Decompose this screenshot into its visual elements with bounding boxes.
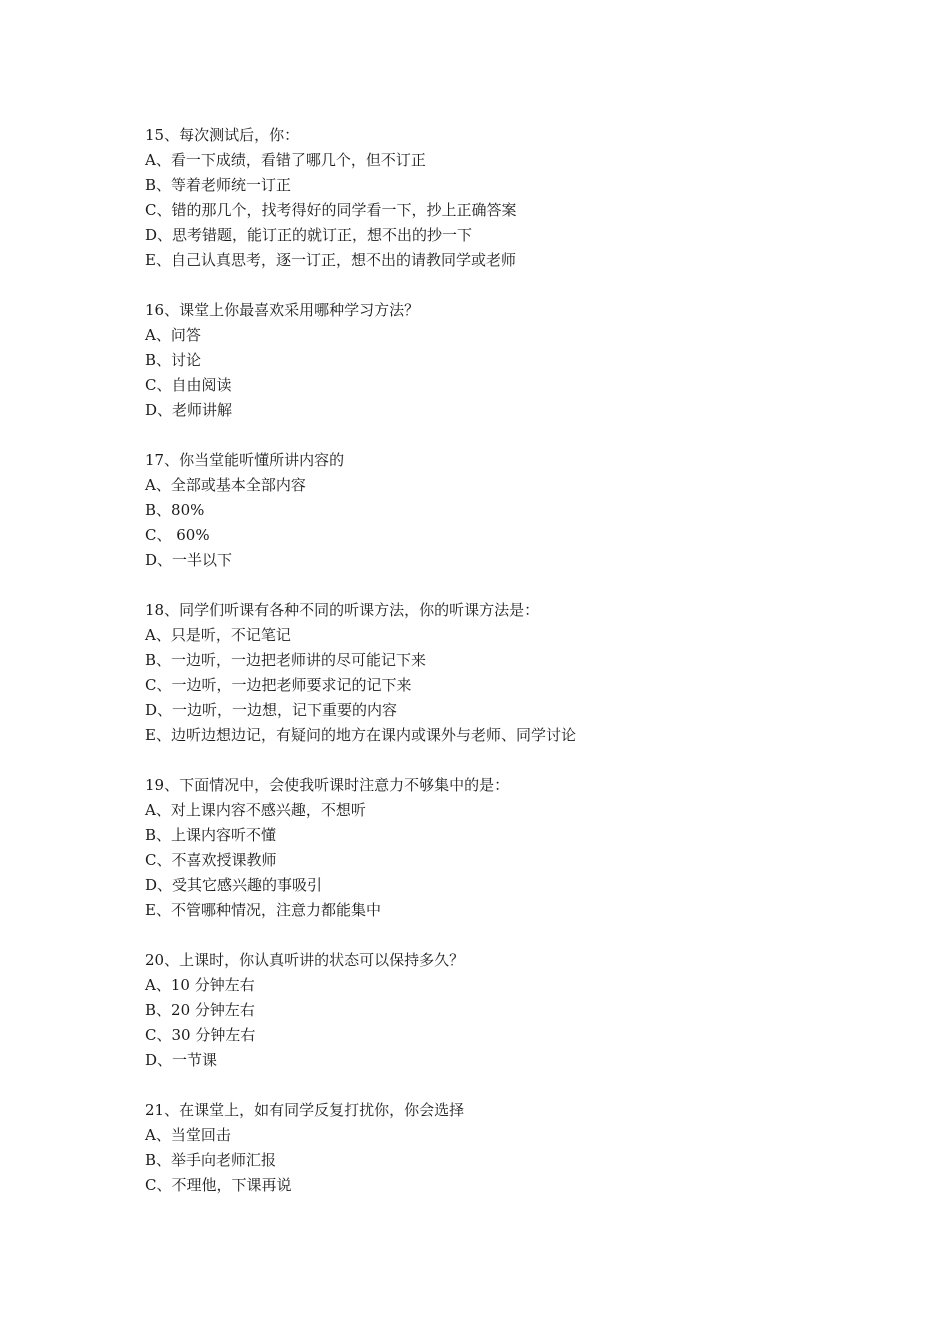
option-b: B、讨论 [145,351,202,369]
option-d: D、思考错题，能订正的就订正，想不出的抄一下 [145,226,473,244]
option-e: E、边听边想边记，有疑问的地方在课内或课外与老师、同学讨论 [145,726,576,744]
option-d: D、老师讲解 [145,401,233,419]
option-e: E、自己认真思考，逐一订正，想不出的请教同学或老师 [145,251,516,269]
question-15 [145,123,905,273]
option-a: A、看一下成绩，看错了哪几个，但不订正 [145,151,426,169]
option-c: C、自由阅读 [145,376,232,394]
question-17 [145,448,905,573]
option-c: C、不理他，下课再说 [145,1176,292,1194]
option-e: E、不管哪种情况，注意力都能集中 [145,901,381,919]
question-20 [145,948,905,1073]
question-18 [145,598,905,748]
option-d: D、一节课 [145,1051,218,1069]
option-b: B、上课内容听不懂 [145,826,277,844]
option-b: B、一边听，一边把老师讲的尽可能记下来 [145,651,427,669]
question-stem: 20、上课时，你认真听讲的状态可以保持多久？ [145,951,465,969]
option-d: D、一边听，一边想，记下重要的内容 [145,701,398,719]
option-b: B、20 分钟左右 [145,1001,255,1019]
question-stem: 21、在课堂上，如有同学反复打扰你，你会选择 [145,1101,465,1119]
question-stem: 15、每次测试后，你： [145,126,300,144]
document-page [145,123,905,1223]
option-b: B、80% [145,501,205,519]
question-stem: 18、同学们听课有各种不同的听课方法，你的听课方法是： [145,601,540,619]
question-stem: 16、课堂上你最喜欢采用哪种学习方法？ [145,301,420,319]
option-b: B、举手向老师汇报 [145,1151,277,1169]
question-19 [145,773,905,923]
option-d: D、受其它感兴趣的事吸引 [145,876,323,894]
question-21 [145,1098,905,1198]
option-b: B、等着老师统一订正 [145,176,292,194]
option-c: C、30 分钟左右 [145,1026,256,1044]
question-16 [145,298,905,423]
option-c: C、一边听，一边把老师要求记的记下来 [145,676,412,694]
question-stem: 17、你当堂能听懂所讲内容的 [145,451,345,469]
option-a: A、10 分钟左右 [145,976,255,994]
option-a: A、只是听，不记笔记 [145,626,291,644]
option-d: D、一半以下 [145,551,233,569]
option-c: C、错的那几个，找考得好的同学看一下，抄上正确答案 [145,201,517,219]
option-c: C、不喜欢授课教师 [145,851,277,869]
question-stem: 19、下面情况中，会使我听课时注意力不够集中的是： [145,776,510,794]
option-a: A、对上课内容不感兴趣，不想听 [145,801,366,819]
option-c: C、 60% [145,526,210,544]
option-a: A、当堂回击 [145,1126,231,1144]
option-a: A、问答 [145,326,201,344]
option-a: A、全部或基本全部内容 [145,476,306,494]
